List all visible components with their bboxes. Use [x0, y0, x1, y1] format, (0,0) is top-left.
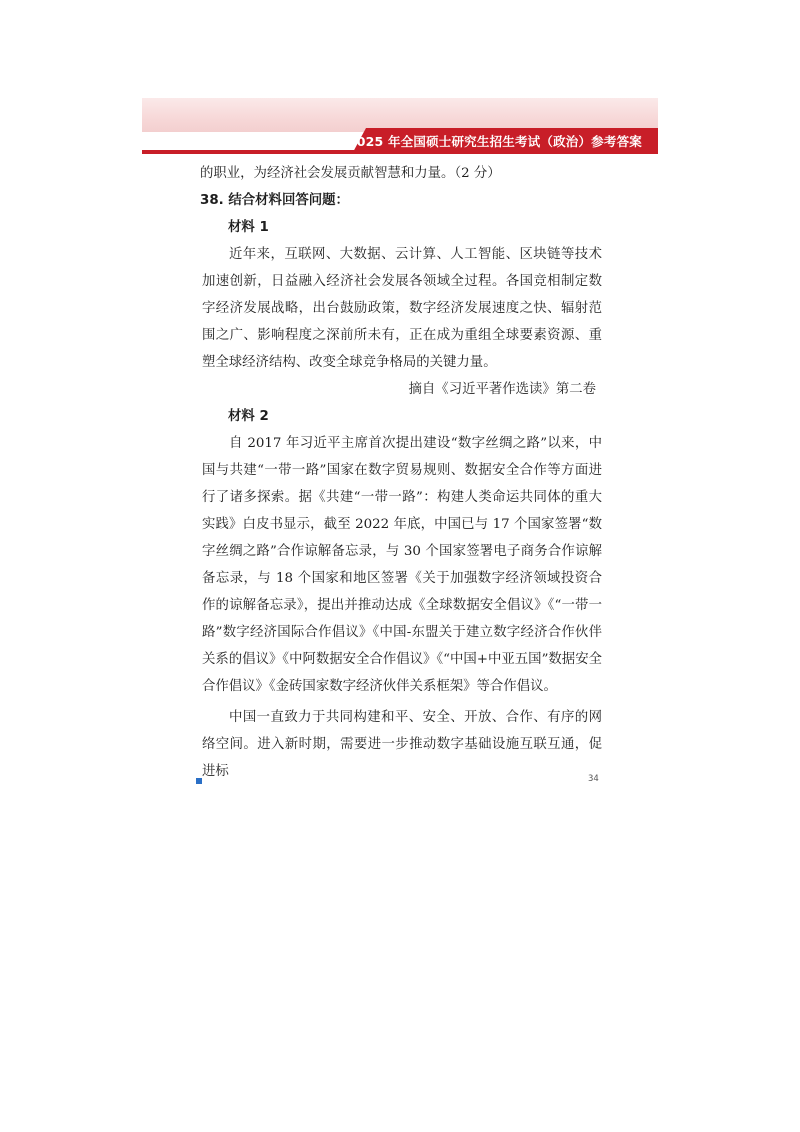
- material2-paragraph-1: 自 2017 年习近平主席首次提出建设“数字丝绸之路”以来，中国与共建“一带一路”国家在数字贸易规则、数据安全合作等方面进行了诸多探索。据《共建“一带一路”：构建人类命运共同体的重大实践》白皮书显示，截至 2022 年底，中国已与 17 个国家签署“数字丝绸之路”合作谅解备忘录，与 30 个国家签署电子商务合作谅解备忘录，与 18 个国家和地区签署《关于加强数字经济领域投资合作的谅解备忘录》，提出并推动达成《全球数据安全倡议》《“一带一路”数字经济国际合作倡议》《中国-东盟关于建立数字经济合作伙伴关系的倡议》《中阿数据安全合作倡议》《“中国+中亚五国”数据安全合作倡议》《金砖国家数字经济伙伴关系框架》等合作倡议。: [202, 436, 602, 694]
- header-pink-band: [142, 98, 658, 132]
- footer-square-mark: [196, 778, 202, 784]
- material1-source: 摘自《习近平著作选读》第二卷: [408, 382, 596, 397]
- header-title: 2025 年全国硕士研究生招生考试（政治）参考答案: [347, 134, 642, 149]
- page-content: [200, 160, 612, 785]
- material1-paragraph: 近年来，互联网、大数据、云计算、人工智能、区块链等技术加速创新，日益融入经济社会发展各领域全过程。各国竞相制定数字经济发展战略，出台鼓励政策，数字经济发展速度之快、辐射范围之广、影响程度之深前所未有，正在成为重组全球要素资源、重塑全球经济结构、改变全球竞争格局的关键力量。: [202, 247, 602, 370]
- continued-line: 的职业，为经济社会发展贡献智慧和力量。（2 分）: [200, 166, 501, 181]
- page-number: 34: [588, 774, 599, 784]
- material2-heading: 材料 2: [228, 409, 269, 424]
- header-red-rule: [142, 150, 658, 154]
- question-heading: 38. 结合材料回答问题：: [200, 193, 349, 208]
- material1-heading: 材料 1: [228, 220, 269, 235]
- material2-paragraph-2: 中国一直致力于共同构建和平、安全、开放、合作、有序的网络空间。进入新时期，需要进一步推动数字基础设施互联互通，促进标: [202, 710, 602, 779]
- header-banner: [142, 98, 658, 156]
